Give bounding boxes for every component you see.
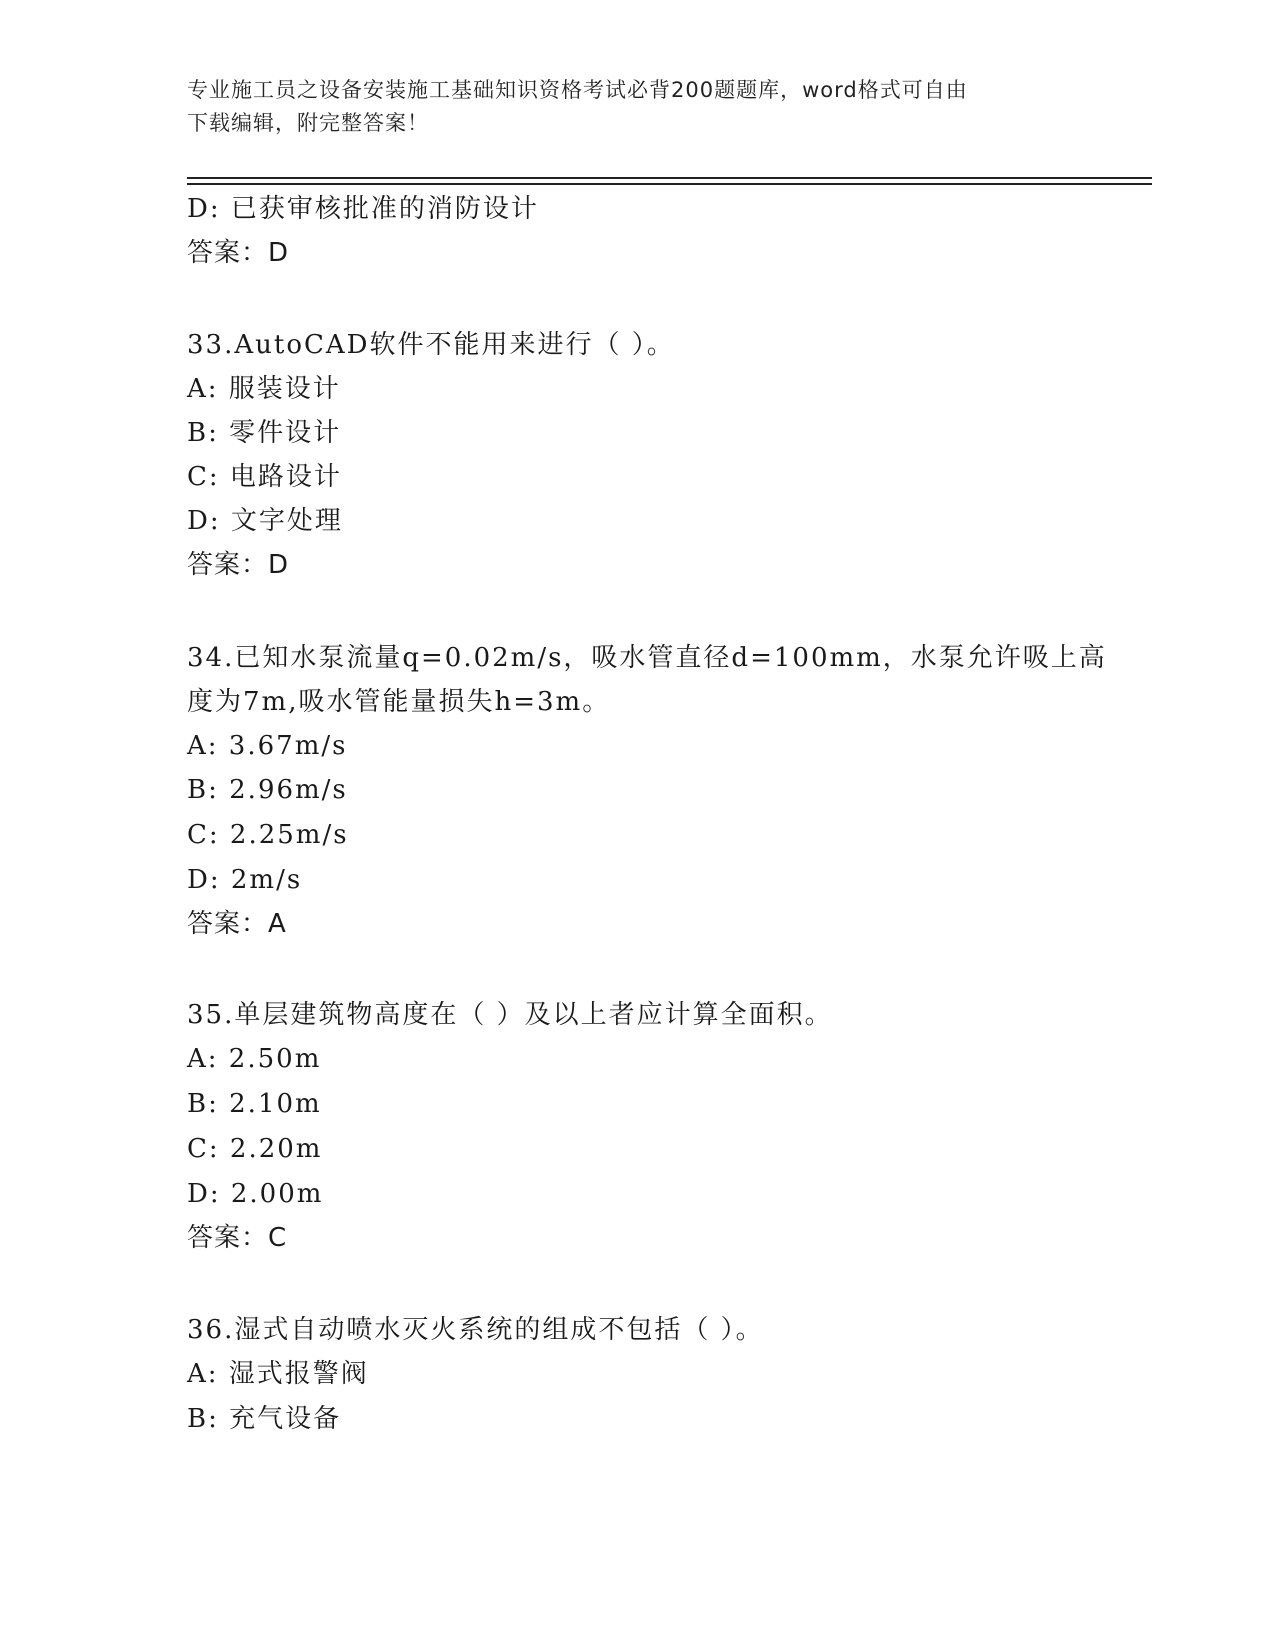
q36-option-b: B: 充气设备 (187, 1404, 342, 1434)
q32-answer: 答案：D (187, 238, 290, 268)
q33-option-a: A: 服装设计 (187, 374, 341, 404)
q34-option-d: D: 2m/s (187, 865, 303, 895)
q33-option-b: B: 零件设计 (187, 418, 342, 448)
q33-answer: 答案：D (187, 550, 290, 580)
q33-option-c: C: 电路设计 (187, 462, 342, 492)
q33-option-d: D: 文字处理 (187, 506, 343, 536)
q34-answer: 答案：A (187, 909, 287, 939)
q36-option-a: A: 湿式报警阀 (187, 1359, 369, 1389)
header-line-1: 专业施工员之设备安装施工基础知识资格考试必背200题题库，word格式可自由 (187, 78, 968, 102)
q34-option-b: B: 2.96m/s (187, 775, 348, 805)
header-rule-bottom (187, 183, 1152, 185)
q36-stem: 36.湿式自动喷水灭火系统的组成不包括（ ）。 (187, 1315, 764, 1345)
q33-stem: 33.AutoCAD软件不能用来进行（ ）。 (187, 330, 675, 360)
q32-option-d: D: 已获审核批准的消防设计 (187, 194, 539, 224)
header-line-2: 下载编辑，附完整答案！ (187, 111, 429, 135)
q34-stem-line-2: 度为7m,吸水管能量损失h=3m。 (187, 687, 611, 717)
header-rule-top (187, 177, 1152, 179)
q34-option-c: C: 2.25m/s (187, 820, 349, 850)
q35-option-b: B: 2.10m (187, 1089, 322, 1119)
q35-stem: 35.单层建筑物高度在（ ）及以上者应计算全面积。 (187, 1000, 833, 1030)
q34-option-a: A: 3.67m/s (187, 731, 348, 761)
q35-option-d: D: 2.00m (187, 1179, 324, 1209)
document-header (187, 74, 1087, 140)
q35-option-a: A: 2.50m (187, 1044, 322, 1074)
q34-stem-line-1: 34.已知水泵流量q=0.02m/s，吸水管直径d=100mm，水泵允许吸上高 (187, 643, 1107, 673)
q35-answer: 答案：C (187, 1223, 288, 1253)
q35-option-c: C: 2.20m (187, 1134, 323, 1164)
